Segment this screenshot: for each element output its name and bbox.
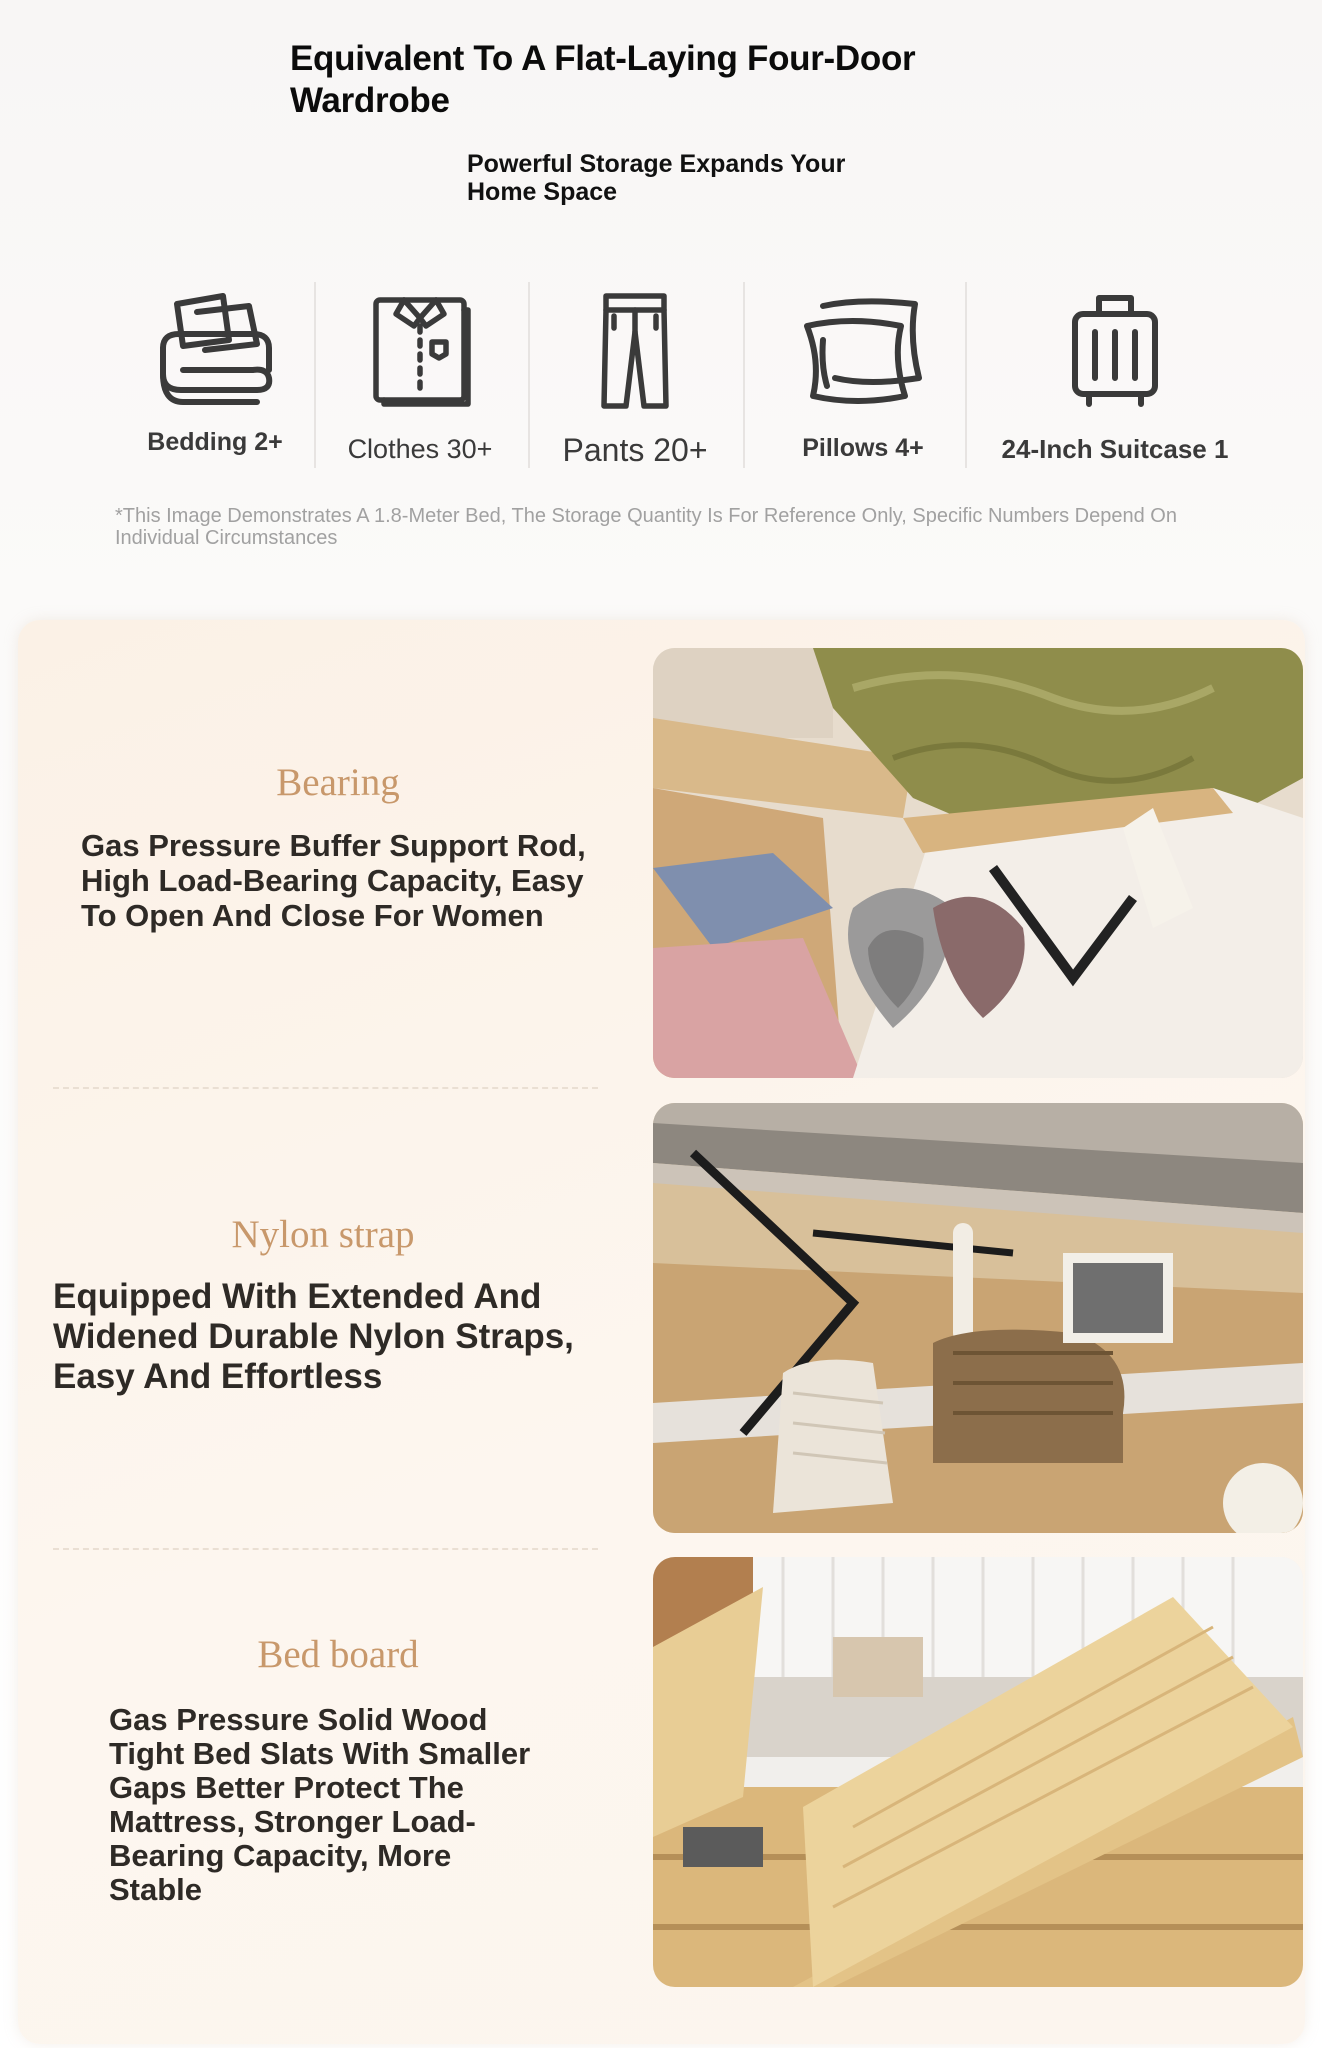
- storage-item-label: Bedding 2+: [147, 428, 283, 456]
- storage-item-label: Clothes 30+: [347, 434, 493, 464]
- bedding-icon: [140, 290, 290, 408]
- feature-title-bed-board: Bed board: [257, 1633, 419, 1676]
- storage-item-suitcase: [990, 292, 1240, 472]
- feature-text-bed-board: Gas Pressure Solid Wood Tight Bed Slats With Smaller Gaps Better Protect The Mattress, Stronger Load-Bearing Capacity, More Stable: [109, 1702, 531, 1907]
- storage-item-label: Pants 20+: [562, 432, 708, 468]
- feature-text-nylon-strap: Equipped With Extended And Widened Durable Nylon Straps, Easy And Effortless: [53, 1277, 574, 1396]
- feature-image-bed-board: [653, 1557, 1303, 1987]
- pants-icon: [545, 292, 725, 410]
- storage-item-bedding: [140, 290, 290, 470]
- storage-item-pillows: [778, 296, 948, 476]
- pillow-icon: [778, 296, 948, 404]
- feature-title-nylon-strap: Nylon strap: [231, 1213, 415, 1256]
- storage-item-clothes: [330, 292, 510, 472]
- shirt-icon: [330, 292, 510, 408]
- disclaimer-note: *This Image Demonstrates A 1.8-Meter Bed, The Storage Quantity Is For Reference Only, Specific Numbers Depend On Individual Circumstances: [115, 505, 1177, 549]
- page-title: Equivalent To A Flat-Laying Four-Door Wardrobe: [290, 39, 916, 120]
- divider: [965, 282, 967, 468]
- page-subtitle: Powerful Storage Expands Your Home Space: [467, 150, 846, 206]
- divider: [314, 282, 316, 468]
- storage-item-label: Pillows 4+: [802, 434, 924, 462]
- divider: [528, 282, 530, 468]
- section-divider: [53, 1087, 598, 1089]
- feature-text-bearing: Gas Pressure Buffer Support Rod, High Load-Bearing Capacity, Easy To Open And Close For Women: [81, 828, 586, 933]
- suitcase-icon: [990, 292, 1240, 410]
- storage-item-pants: [545, 292, 725, 472]
- feature-image-nylon-strap: [653, 1103, 1303, 1533]
- storage-item-label: 24-Inch Suitcase 1: [1001, 434, 1229, 464]
- feature-panel: [18, 620, 1305, 2044]
- feature-title-bearing: Bearing: [276, 761, 400, 804]
- feature-image-bearing: [653, 648, 1303, 1078]
- divider: [743, 282, 745, 468]
- section-divider: [53, 1548, 598, 1550]
